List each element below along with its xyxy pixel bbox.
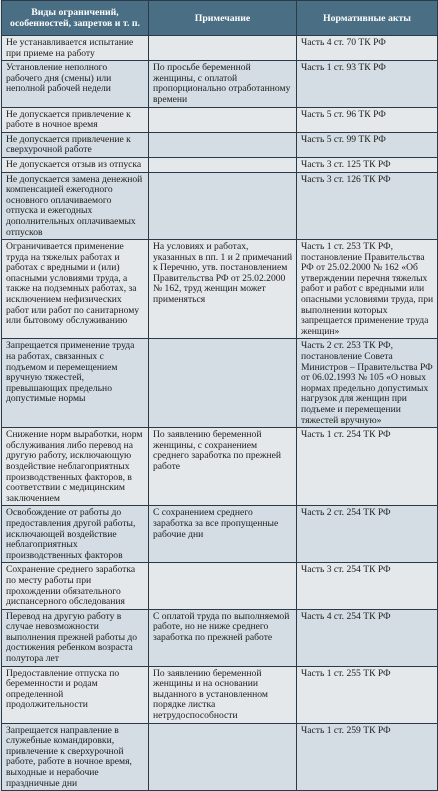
table-row	[2, 61, 438, 107]
cell-restriction: Не допускается замена денежной компенсацией ежегодного основного оплачиваемого отпуска и ежегодных дополнительных оплачиваемых отпусков	[2, 172, 149, 240]
table-row	[2, 132, 438, 157]
cell-legal-act: Часть 1 ст. 93 ТК РФ	[297, 61, 438, 107]
table-row	[2, 666, 438, 723]
cell-note	[149, 172, 297, 240]
cell-restriction: Перевод на другую работу в случае невозможности выполнения прежней работы до достижения ребенком возраста полутора лет	[2, 609, 149, 666]
cell-legal-act: Часть 3 ст. 254 ТК РФ	[297, 563, 438, 609]
table-row	[2, 157, 438, 172]
header-legal-acts: Нормативные акты	[297, 1, 438, 36]
cell-note	[149, 339, 297, 428]
cell-note: По просьбе беременной женщины, с оплатой пропорционально отработанному времени	[149, 61, 297, 107]
cell-note	[149, 157, 297, 172]
cell-note: С сохранением среднего заработка за все пропущенные рабочие дни	[149, 506, 297, 563]
cell-legal-act: Часть 1 ст. 254 ТК РФ	[297, 428, 438, 506]
restrictions-table	[1, 0, 438, 791]
cell-restriction: Не допускается отзыв из отпуска	[2, 157, 149, 172]
cell-legal-act: Часть 1 ст. 255 ТК РФ	[297, 666, 438, 723]
cell-restriction: Снижение норм выработки, норм обслуживания либо перевод на другую работу, исключающую воздействие неблагоприятных производственных факторов, в соответствии с медицинским заключением	[2, 428, 149, 506]
cell-legal-act: Часть 4 ст. 70 ТК РФ	[297, 36, 438, 61]
table-row	[2, 609, 438, 666]
header-restriction-type: Виды ограничений, особенностей, запретов и т. п.	[2, 1, 149, 36]
cell-restriction: Сохранение среднего заработка по месту работы при прохождении обязательного диспансерного обследования	[2, 563, 149, 609]
table-row	[2, 240, 438, 339]
cell-note: По заявлению беременной женщины, с сохранением среднего заработка по прежней работе	[149, 428, 297, 506]
cell-legal-act: Часть 4 ст. 254 ТК РФ	[297, 609, 438, 666]
cell-legal-act: Часть 5 ст. 99 ТК РФ	[297, 132, 438, 157]
cell-legal-act: Часть 1 ст. 253 ТК РФ, постановление Правительства РФ от 25.02.2000 № 162 «Об утверждении перечня тяжелых работ и работ с вредными или опасными условиями труда, при выполнении которых запрещается применение труда женщин»	[297, 240, 438, 339]
table-header-row	[2, 1, 438, 36]
cell-note: На условиях и работах, указанных в пп. 1 и 2 примечаний к Перечню, утв. постановлением Правительства РФ от 25.02.2000 № 162, труд женщин может применяться	[149, 240, 297, 339]
header-note: Примечание	[149, 1, 297, 36]
cell-note: По заявлению беременной женщины и на основании выданного в установленном порядке листка нетрудоспособности	[149, 666, 297, 723]
cell-restriction: Освобождение от работы до предоставления другой работы, исключающей воздействие неблагоприятных производственных факторов	[2, 506, 149, 563]
cell-restriction: Предоставление отпуска по беременности и родам определенной продолжительности	[2, 666, 149, 723]
table-row	[2, 107, 438, 132]
cell-restriction: Ограничивается применение труда на тяжелых работах и работах с вредными и (или) опасными условиями труда, а также на подземных работах, за исключением нефизических работ или работ по санитарному или бытовому обслуживанию	[2, 240, 149, 339]
cell-restriction: Не допускается привлечение к сверхурочной работе	[2, 132, 149, 157]
cell-note	[149, 723, 297, 791]
cell-legal-act: Часть 5 ст. 96 ТК РФ	[297, 107, 438, 132]
table-row	[2, 506, 438, 563]
cell-restriction: Запрещается применение труда на работах, связанных с подъемом и перемещением вручную тяжестей, превышающих предельно допустимые нормы	[2, 339, 149, 428]
cell-note	[149, 563, 297, 609]
cell-restriction: Запрещается направление в служебные командировки, привлечение к сверхурочной работе, работе в ночное время, выходные и нерабочие праздничные дни	[2, 723, 149, 791]
cell-legal-act: Часть 3 ст. 125 ТК РФ	[297, 157, 438, 172]
cell-note: С оплатой труда по выполняемой работе, но не ниже среднего заработка по прежней работе	[149, 609, 297, 666]
cell-note	[149, 107, 297, 132]
table-row	[2, 339, 438, 428]
cell-note	[149, 132, 297, 157]
table-row	[2, 428, 438, 506]
table-row	[2, 172, 438, 240]
cell-legal-act: Часть 2 ст. 254 ТК РФ	[297, 506, 438, 563]
cell-note	[149, 36, 297, 61]
table-row	[2, 723, 438, 791]
cell-restriction: Установление неполного рабочего дня (смены) или неполной рабочей недели	[2, 61, 149, 107]
table-row	[2, 36, 438, 61]
cell-legal-act: Часть 2 ст. 253 ТК РФ, постановление Совета Министров – Правительства РФ от 06.02.1993 № 105 «О новых нормах предельно допустимых нагрузок для женщин при подъеме и перемещении тяжестей вручную»	[297, 339, 438, 428]
cell-restriction: Не устанавливается испытание при приеме на работу	[2, 36, 149, 61]
table-row	[2, 563, 438, 609]
cell-restriction: Не допускается привлечение к работе в ночное время	[2, 107, 149, 132]
cell-legal-act: Часть 1 ст. 259 ТК РФ	[297, 723, 438, 791]
cell-legal-act: Часть 3 ст. 126 ТК РФ	[297, 172, 438, 240]
